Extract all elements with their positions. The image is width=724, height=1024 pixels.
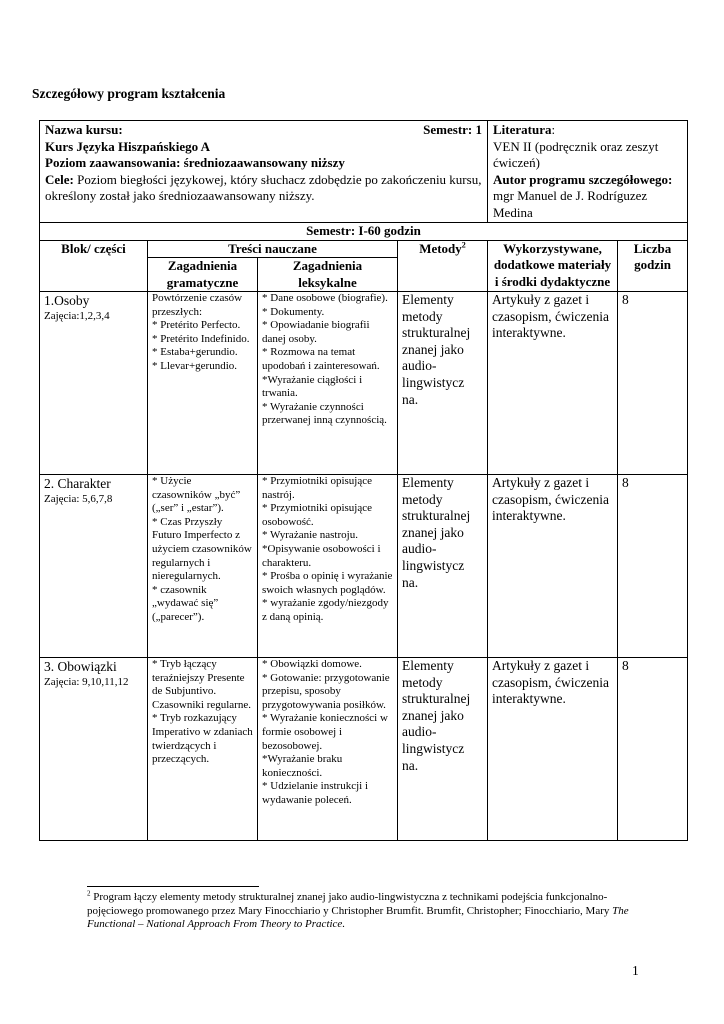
program-table [39, 120, 688, 841]
grammar-item: * Użycie czasowników „być” („ser” i „estar”). [152, 475, 241, 515]
blok-title: 2. Charakter [44, 476, 111, 491]
lexical-cell [258, 292, 398, 475]
footnote-ref: 2 [461, 240, 466, 250]
goals-label: Cele: [45, 171, 74, 187]
grammar-item: * Estaba+gerundio. [152, 346, 238, 359]
col-tresci: Treści nauczane [148, 240, 398, 258]
literature-text: VEN II (podręcznik oraz zeszyt ćwiczeń) [493, 138, 659, 170]
grammar-item: * Tryb rozkazujący Imperativo w zdaniach twierdzących i przeczących. [152, 712, 253, 766]
col-godziny: Liczba godzin [618, 240, 688, 292]
footnote-title: The Functional – National Approach From Theory to Practice. [87, 904, 629, 930]
page-number: 1 [632, 963, 639, 978]
footnote-mark: 2 [87, 889, 91, 898]
semester-label: Semestr: 1 [423, 122, 482, 137]
grammar-item: Powtórzenie czasów przeszłych: [152, 292, 243, 318]
lexical-item: *Wyrażanie ciągłości i trwania. [262, 373, 363, 400]
lexical-item: * Obowiązki domowe. [262, 658, 362, 670]
literature-label: Literatura [493, 122, 552, 137]
col-leks: Zagadnienia leksykalne [258, 258, 398, 292]
grammar-item: * Pretérito Perfecto. [152, 319, 241, 332]
literature-line [493, 122, 682, 139]
table-row [40, 292, 688, 475]
literature-cell [488, 121, 688, 223]
lexical-item: *Opisywanie osobowości i charakteru. [262, 542, 381, 569]
blok-cell [40, 292, 148, 475]
blok-title: 1.Osoby [44, 293, 90, 308]
hours-cell: 8 [618, 292, 688, 475]
lexical-item: *Wyrażanie braku konieczności. [262, 753, 343, 779]
blok-title: 3. Obowiązki [44, 659, 117, 674]
materials-cell: Artykuły z gazet i czasopism, ćwiczenia interaktywne. [488, 292, 618, 475]
level-value: średniozaawansowany niższy [183, 155, 345, 170]
lexical-item: * Dane osobowe (biografie). [262, 292, 388, 304]
col-materialy: Wykorzystywane, dodatkowe materiały i środki dydaktyczne [488, 240, 618, 292]
footnote [87, 891, 647, 932]
lexical-item: * Przymiotniki opisujące nastrój. [262, 475, 372, 501]
semester-cell: Semestr: I-60 godzin [40, 223, 688, 241]
col-metody [398, 240, 488, 292]
level-label: Poziom zaawansowania: [45, 155, 181, 170]
grammar-cell [148, 475, 258, 658]
grammar-item: * Tryb łączący teraźniejszy Presente de Subjuntivo. Czasowniki regularne. [152, 658, 251, 711]
table-row [40, 658, 688, 841]
author-name: mgr Manuel de J. Rodríguzez Medina [493, 188, 648, 220]
materials-cell: Artykuły z gazet i czasopism, ćwiczenia interaktywne. [488, 658, 618, 841]
materials-cell: Artykuły z gazet i czasopism, ćwiczenia interaktywne. [488, 475, 618, 658]
lexical-item: * Prośba o opinię i wyrażanie swoich własnych poglądów. [262, 570, 393, 596]
course-label-row [45, 122, 482, 139]
lexical-item: * Dokumenty. [262, 305, 325, 318]
lexical-item: * wyrażanie zgody/niezgody z daną opinią. [262, 597, 389, 623]
grammar-item: * Llevar+gerundio. [152, 359, 238, 372]
course-label: Nazwa kursu: [45, 122, 123, 137]
lexical-item: * Gotowanie: przygotowanie przepisu, sposoby przygotowywania posiłków. [262, 671, 390, 711]
lexical-item: * Opowiadanie biografii danej osoby. [262, 319, 370, 345]
lexical-cell [258, 475, 398, 658]
column-header-row-1 [40, 240, 688, 258]
method-cell: Elementy metody strukturalnej znanej jako audio-lingwistycz na. [398, 292, 488, 475]
grammar-item: * czasownik „wydawać się” („parecer”). [152, 583, 219, 623]
course-info-cell [40, 121, 488, 223]
lexical-item: * Wyrażanie czynności przerwanej inną czynnością. [262, 400, 387, 427]
col-gram: Zagadnienia gramatyczne [148, 258, 258, 292]
blok-cell [40, 658, 148, 841]
page-heading: Szczegółowy program kształcenia [32, 86, 226, 101]
header-row [40, 121, 688, 223]
level-line [45, 155, 482, 172]
lexical-item: * Wyrażanie konieczności w formie osobowej i bezosobowej. [262, 712, 388, 752]
lexical-item: * Rozmowa na temat upodobań i zainteresowań. [262, 346, 380, 372]
blok-subtitle: Zajęcia: 9,10,11,12 [44, 676, 129, 688]
author-label: Autor programu szczegółowego: [493, 171, 673, 187]
table-row [40, 475, 688, 658]
semester-row [40, 223, 688, 241]
method-cell: Elementy metody strukturalnej znanej jako audio-lingwistycz na. [398, 658, 488, 841]
blok-cell [40, 475, 148, 658]
goals-line [45, 172, 482, 205]
lexical-item: * Udzielanie instrukcji i wydawanie poleceń. [262, 780, 368, 806]
footnote-text: Program łączy elementy metody strukturalnej znanej jako audio-lingwistyczna z technikami podejścia funkcjonalno-pojęciowego promowanego przez Mary Finocchiario y Christopher Brumfit. Brumfit, Christopher; Finocchiario, Mary [87, 891, 613, 917]
footnote-divider [87, 886, 259, 887]
lexical-item: * Wyrażanie nastroju. [262, 529, 358, 542]
grammar-cell [148, 658, 258, 841]
grammar-item: * Czas Przyszły Futuro Imperfecto z użyciem czasowników regularnych i nieregularnych. [152, 515, 252, 583]
col-metody-label: Metody [419, 240, 462, 256]
hours-cell: 8 [618, 658, 688, 841]
literature-colon: : [551, 122, 556, 137]
lexical-item: * Przymiotniki opisujące osobowość. [262, 502, 372, 528]
grammar-cell [148, 292, 258, 475]
lexical-cell [258, 658, 398, 841]
grammar-item: * Pretérito Indefinido. [152, 332, 250, 345]
method-cell: Elementy metody strukturalnej znanej jako audio-lingwistycz na. [398, 475, 488, 658]
blok-subtitle: Zajęcia: 5,6,7,8 [44, 493, 113, 505]
hours-cell: 8 [618, 475, 688, 658]
blok-subtitle: Zajęcia:1,2,3,4 [44, 310, 110, 322]
goals-text: Poziom biegłości językowej, który słuchacz zdobędzie po zakończeniu kursu, określony został jako średniozaawansowany niższy. [45, 171, 482, 203]
course-name: Kurs Języka Hiszpańskiego A [45, 138, 211, 154]
col-blok: Blok/ części [40, 240, 148, 292]
